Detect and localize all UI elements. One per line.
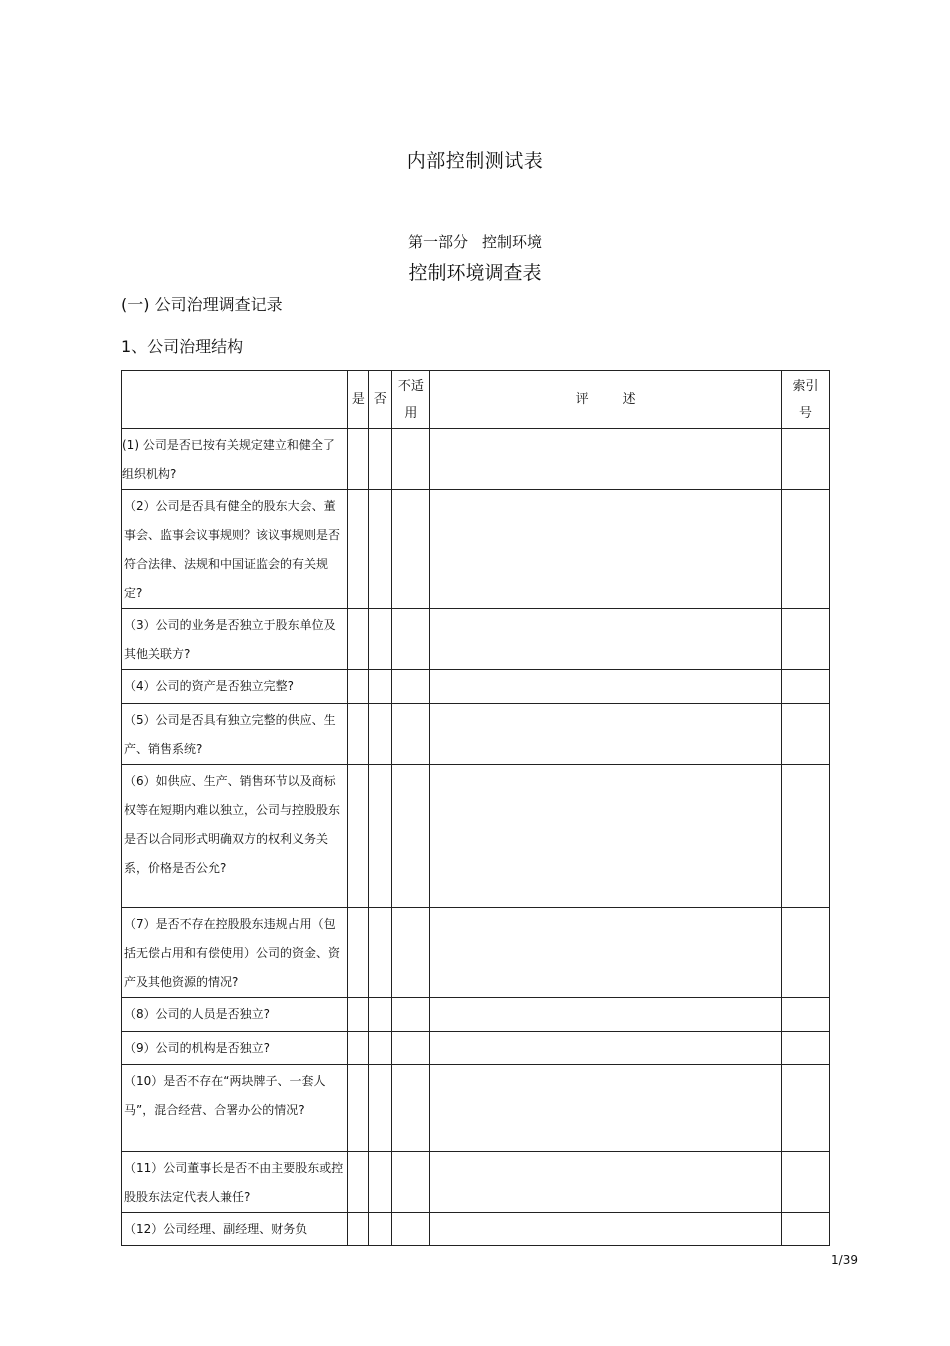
header-no: 否 — [369, 371, 392, 429]
table-header-row — [122, 371, 830, 429]
cell-not-applicable[interactable] — [392, 670, 430, 704]
row-item-text: （7）是否不存在控股股东违规占用（包括无偿占用和有偿使用）公司的资金、资产及其他资源的情况? — [122, 908, 348, 998]
row-item-text: （4）公司的资产是否独立完整? — [122, 670, 348, 704]
cell-index[interactable] — [781, 704, 829, 765]
table-row — [122, 908, 830, 998]
subsection-title: 1、公司治理结构 — [121, 337, 244, 356]
cell-comment[interactable] — [430, 1032, 781, 1065]
cell-not-applicable[interactable] — [392, 1152, 430, 1213]
header-index-number: 索引号 — [781, 371, 829, 429]
cell-index[interactable] — [781, 1065, 829, 1152]
page-number: 1/39 — [831, 1253, 858, 1267]
cell-index[interactable] — [781, 998, 829, 1032]
cell-not-applicable[interactable] — [392, 490, 430, 609]
cell-index[interactable] — [781, 1152, 829, 1213]
header-not-applicable: 不适用 — [392, 371, 430, 429]
row-item-text: （10）是否不存在“两块牌子、一套人马”，混合经营、合署办公的情况? — [122, 1065, 348, 1152]
cell-yes[interactable] — [348, 609, 369, 670]
cell-no[interactable] — [369, 765, 392, 908]
row-item-text: (1) 公司是否已按有关规定建立和健全了组织机构? — [122, 429, 348, 490]
cell-no[interactable] — [369, 490, 392, 609]
cell-no[interactable] — [369, 1032, 392, 1065]
cell-index[interactable] — [781, 490, 829, 609]
table-row — [122, 429, 830, 490]
cell-index[interactable] — [781, 765, 829, 908]
control-survey-table — [121, 370, 830, 1246]
cell-yes[interactable] — [348, 1065, 369, 1152]
cell-yes[interactable] — [348, 1152, 369, 1213]
cell-index[interactable] — [781, 1032, 829, 1065]
cell-no[interactable] — [369, 908, 392, 998]
table-row — [122, 490, 830, 609]
table-row — [122, 998, 830, 1032]
cell-yes[interactable] — [348, 998, 369, 1032]
cell-index[interactable] — [781, 670, 829, 704]
cell-yes[interactable] — [348, 1213, 369, 1246]
header-item — [122, 371, 348, 429]
cell-not-applicable[interactable] — [392, 704, 430, 765]
row-item-text: （6）如供应、生产、销售环节以及商标权等在短期内难以独立，公司与控股股东是否以合同形式明确双方的权利义务关系，价格是否公允? — [122, 765, 348, 908]
cell-not-applicable[interactable] — [392, 609, 430, 670]
cell-comment[interactable] — [430, 998, 781, 1032]
cell-comment[interactable] — [430, 765, 781, 908]
cell-yes[interactable] — [348, 670, 369, 704]
cell-yes[interactable] — [348, 429, 369, 490]
row-item-text: （12）公司经理、副经理、财务负 — [122, 1213, 348, 1246]
cell-not-applicable[interactable] — [392, 1213, 430, 1246]
part-label: 第一部分 — [407, 233, 468, 251]
header-yes: 是 — [348, 371, 369, 429]
table-row — [122, 670, 830, 704]
document-title: 内部控制测试表 — [406, 150, 544, 172]
part-title — [0, 231, 950, 252]
row-item-text: （11）公司董事长是否不由主要股东或控股股东法定代表人兼任? — [122, 1152, 348, 1213]
cell-comment[interactable] — [430, 1213, 781, 1246]
cell-index[interactable] — [781, 429, 829, 490]
cell-not-applicable[interactable] — [392, 1032, 430, 1065]
cell-index[interactable] — [781, 1213, 829, 1246]
cell-comment[interactable] — [430, 1152, 781, 1213]
part-name: 控制环境 — [482, 233, 543, 251]
table-row — [122, 704, 830, 765]
cell-no[interactable] — [369, 429, 392, 490]
cell-index[interactable] — [781, 908, 829, 998]
row-item-text: （5）公司是否具有独立完整的供应、生产、销售系统? — [122, 704, 348, 765]
cell-not-applicable[interactable] — [392, 765, 430, 908]
cell-no[interactable] — [369, 1065, 392, 1152]
cell-comment[interactable] — [430, 609, 781, 670]
cell-comment[interactable] — [430, 670, 781, 704]
header-comment: 评 述 — [430, 371, 781, 429]
cell-no[interactable] — [369, 1152, 392, 1213]
row-item-text: （3）公司的业务是否独立于股东单位及其他关联方? — [122, 609, 348, 670]
row-item-text: （2）公司是否具有健全的股东大会、董事会、监事会议事规则？该议事规则是否符合法律、法规和中国证监会的有关规定? — [122, 490, 348, 609]
table-row — [122, 1213, 830, 1246]
table-row — [122, 1152, 830, 1213]
cell-comment[interactable] — [430, 908, 781, 998]
cell-index[interactable] — [781, 609, 829, 670]
cell-not-applicable[interactable] — [392, 908, 430, 998]
cell-no[interactable] — [369, 704, 392, 765]
table-row — [122, 765, 830, 908]
cell-comment[interactable] — [430, 429, 781, 490]
cell-no[interactable] — [369, 998, 392, 1032]
cell-no[interactable] — [369, 670, 392, 704]
cell-not-applicable[interactable] — [392, 998, 430, 1032]
cell-yes[interactable] — [348, 765, 369, 908]
cell-no[interactable] — [369, 609, 392, 670]
cell-yes[interactable] — [348, 490, 369, 609]
row-item-text: （9）公司的机构是否独立? — [122, 1032, 348, 1065]
section-title: (一) 公司治理调查记录 — [121, 295, 283, 314]
table-row — [122, 1032, 830, 1065]
cell-yes[interactable] — [348, 704, 369, 765]
row-item-text: （8）公司的人员是否独立? — [122, 998, 348, 1032]
cell-not-applicable[interactable] — [392, 1065, 430, 1152]
table-row — [122, 609, 830, 670]
cell-no[interactable] — [369, 1213, 392, 1246]
table-row — [122, 1065, 830, 1152]
cell-comment[interactable] — [430, 704, 781, 765]
cell-comment[interactable] — [430, 1065, 781, 1152]
cell-comment[interactable] — [430, 490, 781, 609]
cell-yes[interactable] — [348, 908, 369, 998]
survey-title: 控制环境调查表 — [408, 262, 542, 284]
cell-not-applicable[interactable] — [392, 429, 430, 490]
cell-yes[interactable] — [348, 1032, 369, 1065]
